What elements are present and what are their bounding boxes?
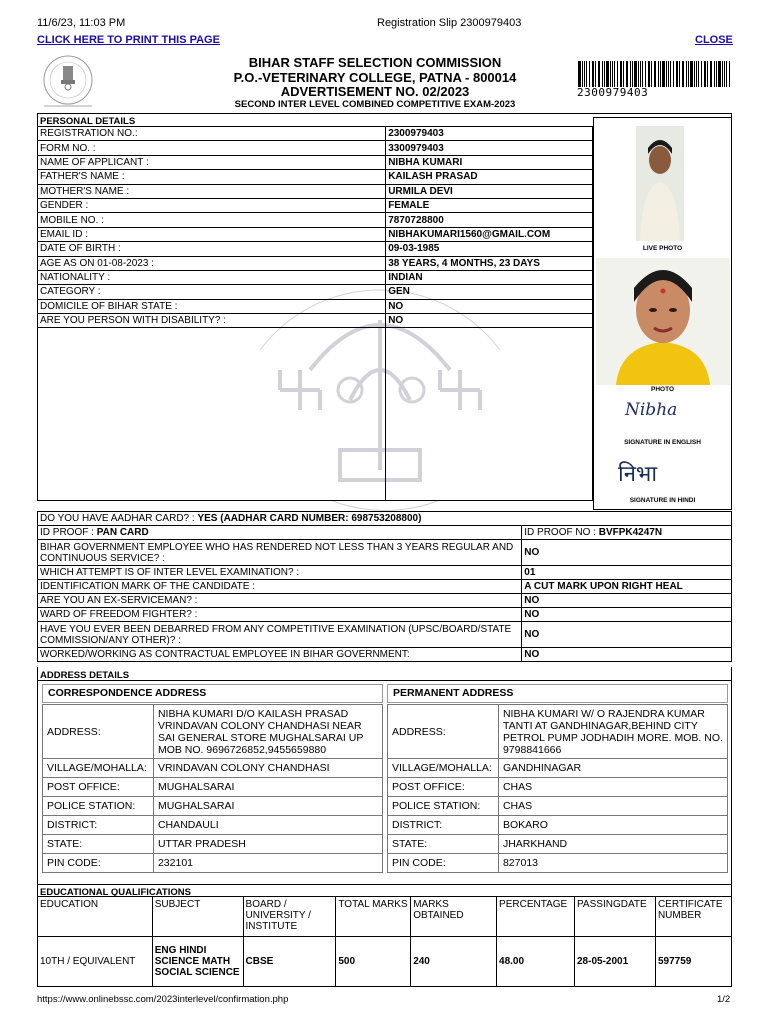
print-page-link[interactable]: CLICK HERE TO PRINT THIS PAGE: [37, 34, 220, 46]
education-cell: 500: [336, 937, 411, 987]
field-value: KAILASH PRASAD: [386, 170, 593, 184]
address-value: 232101: [153, 854, 382, 873]
address-row: [388, 835, 728, 854]
address-value: VRINDAVAN COLONY CHANDHASI: [153, 759, 382, 778]
barcode-bar: [726, 61, 727, 87]
bssc-emblem-logo: [36, 54, 100, 110]
education-cell: ENG HINDI SCIENCE MATH SOCIAL SCIENCE: [152, 937, 243, 987]
education-row: [38, 937, 732, 987]
personal-details-table: [37, 126, 593, 501]
aadhar-row: DO YOU HAVE AADHAR CARD? : YES (AADHAR CARD NUMBER: 698753208800): [38, 512, 732, 526]
permanent-address-title: PERMANENT ADDRESS: [387, 684, 728, 703]
field-label: FORM NO. :: [38, 141, 386, 155]
address-row: [388, 797, 728, 816]
barcode-bar: [632, 61, 633, 87]
question-label: HAVE YOU EVER BEEN DEBARRED FROM ANY COMPETITIVE EXAMINATION (UPSC/BOARD/STATE COMMISSION/ANY OTHER)? :: [38, 622, 522, 648]
question-value: A CUT MARK UPON RIGHT HEAL: [522, 580, 732, 594]
barcode-bar: [648, 61, 650, 87]
education-header-cell: EDUCATION: [38, 897, 153, 937]
field-label: NATIONALITY :: [38, 270, 386, 284]
personal-spacer-row: [38, 328, 593, 501]
address-value: MUGHALSARAI: [153, 778, 382, 797]
signature-hindi-caption: SIGNATURE IN HINDI: [629, 497, 696, 504]
address-row: [388, 759, 728, 778]
print-datetime: 11/6/23, 11:03 PM: [37, 17, 126, 29]
address-row: [388, 816, 728, 835]
question-row: [38, 648, 732, 662]
question-row: [38, 540, 732, 566]
address-value: NIBHA KUMARI W/ O RAJENDRA KUMAR TANTI AT GANDHINAGAR,BEHIND CITY PETROL PUMP JODHADIH MORE. MOB. NO. 9798841666: [498, 705, 727, 759]
barcode-bar: [679, 61, 680, 87]
permanent-address-table: [387, 704, 728, 873]
personal-row: [38, 299, 593, 313]
photo-caption: PHOTO: [651, 386, 674, 393]
barcode-bar: [682, 61, 684, 87]
address-label: POST OFFICE:: [43, 778, 154, 797]
id-proof-cell: ID PROOF : PAN CARD: [38, 526, 522, 540]
address-label: POST OFFICE:: [388, 778, 499, 797]
field-label: MOTHER'S NAME :: [38, 184, 386, 198]
barcode-bar: [592, 61, 594, 87]
personal-row: [38, 285, 593, 299]
barcode-bar: [582, 61, 583, 87]
field-value: GEN: [386, 285, 593, 299]
education-cell: CBSE: [243, 937, 336, 987]
personal-row: [38, 198, 593, 212]
barcode-bar: [688, 61, 689, 87]
applicant-photo-image: [596, 258, 730, 385]
barcode-bar: [704, 61, 706, 87]
barcode-bar: [707, 61, 708, 87]
field-label: REGISTRATION NO.:: [38, 127, 386, 141]
barcode-bar: [686, 61, 687, 87]
field-value: 2300979403: [386, 127, 593, 141]
barcode-bar: [670, 61, 671, 87]
question-value: NO: [522, 594, 732, 608]
education-header-row: [38, 897, 732, 937]
field-value: INDIAN: [386, 270, 593, 284]
question-row: [38, 622, 732, 648]
address-label: ADDRESS:: [388, 705, 499, 759]
personal-row: [38, 184, 593, 198]
barcode-bar: [724, 61, 725, 87]
question-label: WARD OF FREEDOM FIGHTER? :: [38, 608, 522, 622]
address-row: [43, 816, 383, 835]
barcode-bar: [578, 61, 581, 87]
exam-name: SECOND INTER LEVEL COMBINED COMPETITIVE EXAM-2023: [234, 99, 516, 110]
field-value: 7870728800: [386, 213, 593, 227]
address-value: JHARKHAND: [498, 835, 727, 854]
correspondence-address-table: [42, 704, 383, 873]
question-value: NO: [522, 608, 732, 622]
barcode-bar: [620, 61, 622, 87]
barcode-bar: [595, 61, 596, 87]
footer-url: https://www.onlinebssc.com/2023interlevel/confirmation.php: [37, 994, 289, 1005]
address-row: [43, 797, 383, 816]
page-number: 1/2: [717, 994, 731, 1005]
address-value: CHAS: [498, 797, 727, 816]
barcode-bar: [658, 61, 659, 87]
barcode-bar: [645, 61, 646, 87]
signature-english-image: Nibha: [625, 400, 678, 420]
advertisement-number: ADVERTISEMENT NO. 02/2023: [280, 84, 470, 99]
barcode-bar: [614, 61, 615, 87]
barcode-bar: [598, 61, 600, 87]
education-header-cell: TOTAL MARKS: [336, 897, 411, 937]
education-header-cell: PASSINGDATE: [575, 897, 656, 937]
question-label: BIHAR GOVERNMENT EMPLOYEE WHO HAS RENDERED NOT LESS THAN 3 YEARS REGULAR AND CONTINUOUS SERVICE? :: [38, 540, 522, 566]
field-value: NO: [386, 299, 593, 313]
field-label: DATE OF BIRTH :: [38, 242, 386, 256]
question-value: NO: [522, 622, 732, 648]
barcode-bar: [630, 61, 631, 87]
address-label: VILLAGE/MOHALLA:: [43, 759, 154, 778]
correspondence-address-title: CORRESPONDENCE ADDRESS: [42, 684, 383, 703]
education-table: [37, 896, 732, 987]
education-heading: EDUCATIONAL QUALIFICATIONS: [37, 885, 732, 896]
personal-row: [38, 155, 593, 169]
education-header-cell: BOARD / UNIVERSITY / INSTITUTE: [243, 897, 336, 937]
question-value: NO: [522, 540, 732, 566]
personal-row: [38, 227, 593, 241]
barcode-bar: [718, 61, 721, 87]
address-label: POLICE STATION:: [388, 797, 499, 816]
barcode-bar: [701, 61, 702, 87]
barcode-bar: [714, 61, 715, 87]
address-details-heading: ADDRESS DETAILS: [37, 667, 732, 680]
field-value: NIBHA KUMARI: [386, 155, 593, 169]
spacer-cell: [38, 328, 386, 501]
personal-row: [38, 127, 593, 141]
barcode-bar: [654, 61, 656, 87]
barcode-bar: [690, 61, 693, 87]
address-label: PIN CODE:: [388, 854, 499, 873]
address-label: STATE:: [388, 835, 499, 854]
question-label: ARE YOU AN EX-SERVICEMAN? :: [38, 594, 522, 608]
education-cell: 48.00: [497, 937, 575, 987]
address-label: PIN CODE:: [43, 854, 154, 873]
barcode-bar: [626, 61, 628, 87]
question-label: WHICH ATTEMPT IS OF INTER LEVEL EXAMINATION? :: [38, 566, 522, 580]
barcode-bar: [606, 61, 609, 87]
personal-row: [38, 170, 593, 184]
field-label: CATEGORY :: [38, 285, 386, 299]
address-label: DISTRICT:: [388, 816, 499, 835]
field-value: 38 YEARS, 4 MONTHS, 23 DAYS: [386, 256, 593, 270]
question-row: [38, 594, 732, 608]
address-value: 827013: [498, 854, 727, 873]
question-row: [38, 566, 732, 580]
address-value: GANDHINAGAR: [498, 759, 727, 778]
education-cell: 10TH / EQUIVALENT: [38, 937, 153, 987]
address-row: [43, 705, 383, 759]
barcode-bar: [698, 61, 699, 87]
personal-row: [38, 141, 593, 155]
address-label: ADDRESS:: [43, 705, 154, 759]
question-value: NO: [522, 648, 732, 662]
field-value: NO: [386, 314, 593, 328]
address-row: [388, 778, 728, 797]
barcode-bar: [651, 61, 652, 87]
education-header-cell: SUBJECT: [152, 897, 243, 937]
barcode-bar: [623, 61, 624, 87]
address-row: [388, 854, 728, 873]
barcode-bar: [710, 61, 712, 87]
question-row: [38, 580, 732, 594]
field-label: GENDER :: [38, 198, 386, 212]
spacer-cell: [386, 328, 593, 501]
address-row: [43, 778, 383, 797]
field-value: FEMALE: [386, 198, 593, 212]
education-cell: 240: [411, 937, 497, 987]
address-value: MUGHALSARAI: [153, 797, 382, 816]
question-value: 01: [522, 566, 732, 580]
field-label: ARE YOU PERSON WITH DISABILITY? :: [38, 314, 386, 328]
barcode-bar: [662, 61, 665, 87]
barcode-bar: [602, 61, 603, 87]
address-value: NIBHA KUMARI D/O KAILASH PRASAD VRINDAVAN COLONY CHANDHASI NEAR SAI GENERAL STORE MUGHALSARAI UP MOB NO. 9696726852,9455659880: [153, 705, 382, 759]
live-photo-caption: LIVE PHOTO: [642, 245, 683, 252]
field-label: DOMICILE OF BIHAR STATE :: [38, 299, 386, 313]
field-label: AGE AS ON 01-08-2023 :: [38, 256, 386, 270]
address-row: [388, 705, 728, 759]
education-header-cell: PERCENTAGE: [497, 897, 575, 937]
personal-row: [38, 256, 593, 270]
barcode-bar: [589, 61, 590, 87]
barcode-bar: [642, 61, 643, 87]
address-label: POLICE STATION:: [43, 797, 154, 816]
address-label: DISTRICT:: [43, 816, 154, 835]
barcode-bar: [660, 61, 661, 87]
field-label: FATHER'S NAME :: [38, 170, 386, 184]
close-link[interactable]: CLOSE: [695, 34, 733, 46]
address-label: VILLAGE/MOHALLA:: [388, 759, 499, 778]
barcode-bar: [716, 61, 717, 87]
field-value: 09-03-1985: [386, 242, 593, 256]
barcode-bar: [673, 61, 674, 87]
address-row: [43, 835, 383, 854]
field-label: NAME OF APPLICANT :: [38, 155, 386, 169]
address-value: BOKARO: [498, 816, 727, 835]
additional-details-table: [37, 511, 732, 662]
barcode-number: 2300979403: [577, 86, 649, 99]
barcode-bar: [586, 61, 587, 87]
barcode-bar: [666, 61, 667, 87]
personal-details-heading: PERSONAL DETAILS: [37, 113, 732, 126]
barcode: [577, 61, 732, 87]
question-label: IDENTIFICATION MARK OF THE CANDIDATE :: [38, 580, 522, 594]
field-value: NIBHAKUMARI1560@GMAIL.COM: [386, 227, 593, 241]
barcode-bar: [668, 61, 669, 87]
barcode-bar: [638, 61, 639, 87]
commission-name: BIHAR STAFF SELECTION COMMISSION: [248, 55, 502, 70]
address-row: [43, 854, 383, 873]
id-proof-no-cell: ID PROOF NO : BVFPK4247N: [522, 526, 732, 540]
address-row: [43, 759, 383, 778]
address-label: STATE:: [43, 835, 154, 854]
document-title: Registration Slip 2300979403: [377, 17, 522, 29]
barcode-bar: [610, 61, 611, 87]
question-label: WORKED/WORKING AS CONTRACTUAL EMPLOYEE IN BIHAR GOVERNMENT:: [38, 648, 522, 662]
education-cell: 28-05-2001: [575, 937, 656, 987]
barcode-bar: [617, 61, 618, 87]
signature-hindi-image: निभा: [618, 462, 658, 487]
question-row: [38, 608, 732, 622]
barcode-bar: [729, 61, 730, 87]
barcode-bar: [722, 61, 723, 87]
barcode-bar: [694, 61, 695, 87]
field-label: MOBILE NO. :: [38, 213, 386, 227]
signature-english-caption: SIGNATURE IN ENGLISH: [624, 439, 701, 446]
field-value: 3300979403: [386, 141, 593, 155]
personal-row: [38, 314, 593, 328]
education-header-cell: CERTIFICATE NUMBER: [655, 897, 731, 937]
commission-address: P.O.-VETERINARY COLLEGE, PATNA - 800014: [233, 70, 517, 85]
live-photo-image: [636, 126, 684, 241]
barcode-bar: [612, 61, 613, 87]
barcode-bar: [584, 61, 585, 87]
address-value: CHANDAULI: [153, 816, 382, 835]
barcode-bar: [634, 61, 637, 87]
personal-row: [38, 242, 593, 256]
education-cell: 597759: [655, 937, 731, 987]
address-value: UTTAR PRADESH: [153, 835, 382, 854]
address-value: CHAS: [498, 778, 727, 797]
field-label: EMAIL ID :: [38, 227, 386, 241]
field-value: URMILA DEVI: [386, 184, 593, 198]
education-header-cell: MARKS OBTAINED: [411, 897, 497, 937]
barcode-bar: [640, 61, 641, 87]
barcode-bar: [604, 61, 605, 87]
personal-row: [38, 270, 593, 284]
barcode-bar: [676, 61, 678, 87]
barcode-bar: [696, 61, 697, 87]
personal-row: [38, 213, 593, 227]
